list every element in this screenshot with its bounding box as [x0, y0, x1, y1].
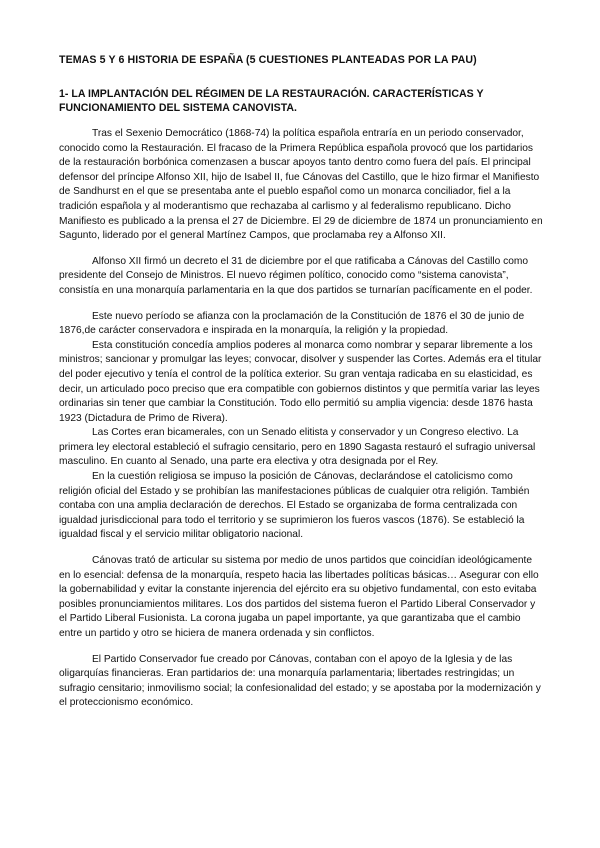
paragraph: Las Cortes eran bicamerales, con un Senado elitista y conservador y un Congreso electivo. La primera ley electoral estableció el sufragio censitario, pero en 1890 Sagasta restauró el sufragio universal masculino. En cuanto al Senado, una parte era electiva y otra designada por el Rey. — [59, 427, 536, 468]
section-title: 1- LA IMPLANTACIÓN DEL RÉGIMEN DE LA RESTAURACIÓN. CARACTERÍSTICAS Y FUNCIONAMIENTO DEL SISTEMA CANOVISTA. — [59, 88, 484, 114]
paragraph: En la cuestión religiosa se impuso la posición de Cánovas, declarándose el catolicismo como religión oficial del Estado y se prohibían las manifestaciones públicas de cualquier otra religión. También contaba con una amplia declaración de derechos. El Estado se organizaba de forma centralizada con igualdad jurisdiccional para todo el territorio y se suprimieron los fueros vascos (1876). Se estableció la igualdad fiscal y el servicio militar obligatorio nacional. — [59, 471, 530, 541]
paragraph: Cánovas trató de articular su sistema por medio de unos partidos que coincidían ideológicamente en lo esencial: defensa de la monarquía, respeto hacia las libertades políticas básicas… Asegurar con ello la gobernabilidad y evitar la constante injerencia del ejército era su objetivo fundamental, con esto evitaba posibles pronunciamientos militares. Los dos partidos del sistema fueron el Partido Liberal Conservador y el Partido Liberal Fusionista. La corona jugaba un papel importante, ya que garantizaba que el cambio entre un partido y otro se hiciera de manera ordenada y sin conflictos. — [59, 555, 539, 639]
paragraph: Este nuevo período se afianza con la proclamación de la Constitución de 1876 el 30 de junio de 1876,de carácter conservadora e inspirada en la monarquía, la religión y la propiedad. — [59, 310, 525, 337]
paragraph: El Partido Conservador fue creado por Cánovas, contaban con el apoyo de la Iglesia y de las oligarquías financieras. Eran partidarios de: una monarquía parlamentaria; libertades restringidas; un sufragio censitario; inmovilismo social; la confesionalidad del estado; y se apostaba por la modernización y el proteccionismo económico. — [59, 653, 541, 709]
paragraph: Esta constitución concedía amplios poderes al monarca como nombrar y separar libremente a los ministros; sancionar y promulgar las leyes; convocar, disolver y suspender las Cortes. Además era el titular del poder ejecutivo y tenía el control de la política exterior. Su gran ventaja radicaba en su elasticidad, es decir, un articulado poco preciso que era compatible con gobiernos distintos y que permitía variar las leyes ordinarias sin tener que cambiar la Constitución. Todo ello permitió su amplia vigencia: desde 1876 hasta 1923 (Dictadura de Primo de Rivera). — [59, 339, 542, 424]
document-title: TEMAS 5 Y 6 HISTORIA DE ESPAÑA (5 CUESTIONES PLANTEADAS POR LA PAU) — [59, 54, 477, 66]
paragraph: Tras el Sexenio Democrático (1868-74) la política española entraría en un periodo conservador, conocido como la Restauración. El fracaso de la Primera República española provocó que los partidarios de la restauración borbónica comenzasen a buscar apoyos tanto dentro como fuera del país. El principal defensor del príncipe Alfonso XII, hijo de Isabel II, fue Cánovas del Castillo, que le hizo firmar el Manifiesto de Sandhurst en el que se presentaba ante el pueblo español como un monarca conciliador, fiel a la tradición española y al moderantismo que rechazaba al carlismo y al federalismo republicano. Dicho Manifiesto es publicado a la prensa el 27 de Diciembre. El 29 de diciembre de 1874 un pronunciamiento en Sagunto, liderado por el general Martínez Campos, que proclamaba rey a Alfonso XII. — [59, 128, 543, 242]
paragraph: Alfonso XII firmó un decreto el 31 de diciembre por el que ratificaba a Cánovas del Castillo como presidente del Consejo de Ministros. El nuevo régimen político, conocido como “sistema canovista”, consistía en una monarquía parlamentaria en la que dos partidos se turnarían pacíficamente en el poder. — [59, 255, 533, 296]
document-body — [59, 127, 543, 711]
